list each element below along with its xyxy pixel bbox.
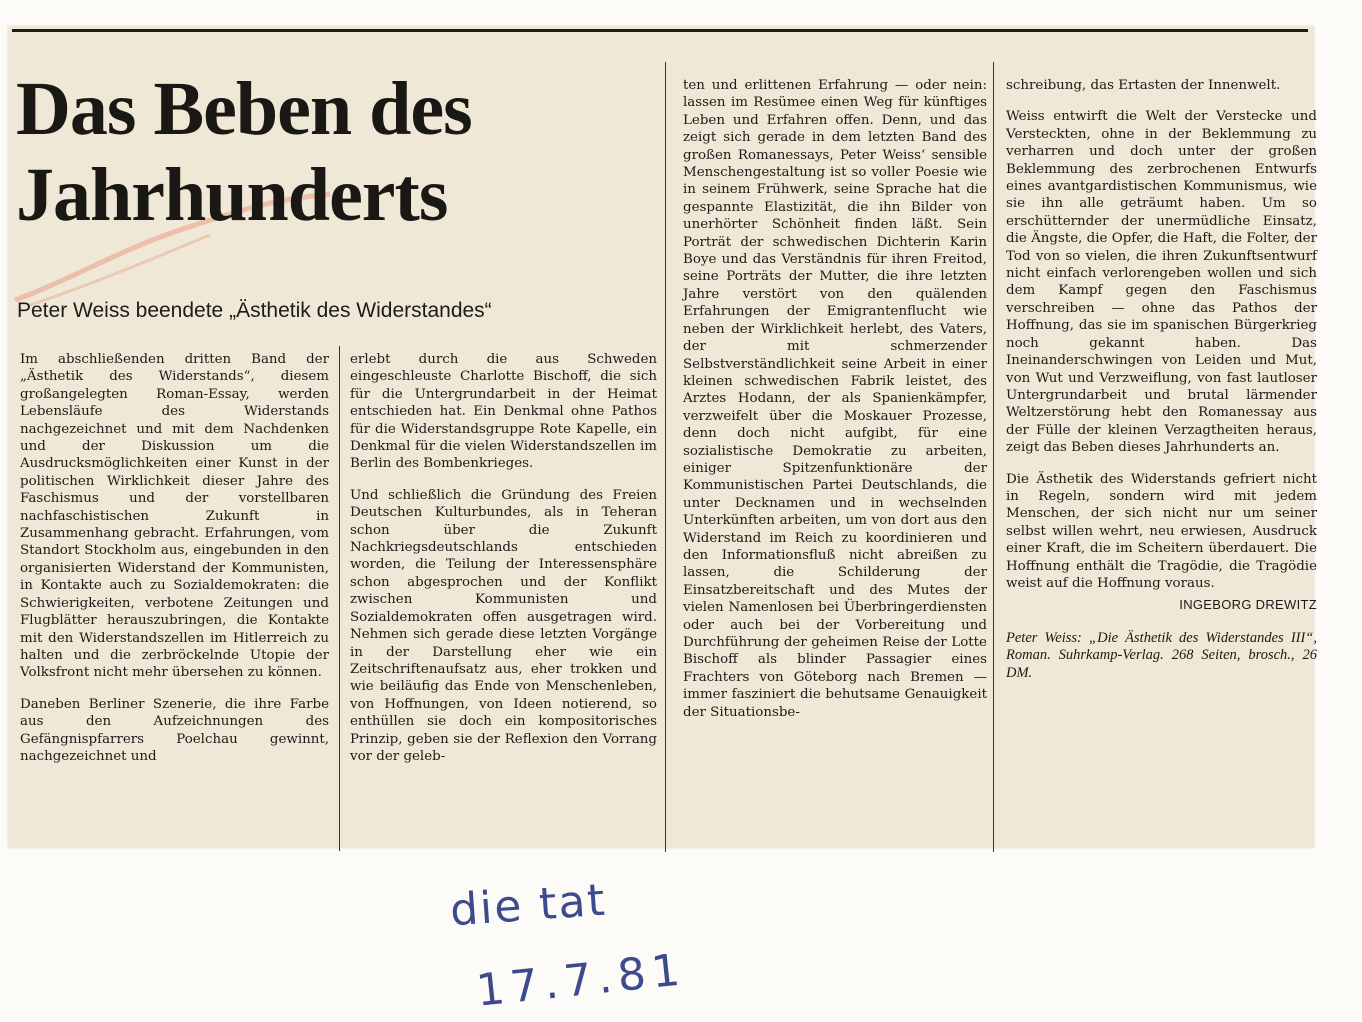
column-rule-1 (339, 346, 340, 851)
paragraph: Daneben Berliner Szenerie, die ihre Farbe aus den Aufzeichnungen des Gefängnispfarrers Poelchau gewinnt, nachgezeichnet und (20, 696, 329, 764)
column-rule-2 (665, 62, 666, 852)
paragraph: schreibung, das Ertasten der Innenwelt. (1006, 78, 1281, 93)
column-rule-3 (993, 62, 994, 852)
paragraph: Die Ästhetik des Widerstands gefriert nicht in Regeln, sondern wird mit jedem Menschen, der sich nicht nur um seiner selbst willen wehrt, neu erwiesen, Ausdruck einer Kraft, die im Scheitern überdauert. Die Hoffnung enthält die Tragödie, die Tragödie weist auf die Hoffnung voraus. (1006, 471, 1317, 591)
handwritten-date: 17.7.81 (473, 944, 689, 1017)
author-byline: INGEBORG DREWITZ (1179, 597, 1317, 613)
subheadline: Peter Weiss beendete „Ästhetik des Widerstandes“ (17, 299, 492, 322)
top-rule (12, 29, 1308, 32)
column-1 (20, 351, 329, 765)
paragraph: Im abschließenden dritten Band der „Ästhetik des Widerstands“, diesem großangelegten Roman-Essay, werden Lebensläufe des Widerstands nachgezeichnet und mit dem Nachdenken und der Diskussion um die Ausdrucksmöglichkeiten einer Kunst in der politischen Wirklichkeit dieser Jahre des Faschismus und der vorstellbaren nachfaschistischen Zukunft in Zusammenhang gebracht. Erfahrungen, vom Standort Stockholm aus, eingebunden in den organisierten Widerstand der Kommunisten, in Kontakte auch zu Sozialdemokraten: die Schwierigkeiten, verbotene Zeitungen und Flugblätter herauszubringen, die Kontakte mit den Widerstandszellen im Hitlerreich zu halten und die zerbröckelnde Utopie der Volksfront nicht mehr übersehen zu können. (20, 352, 329, 681)
column-2 (350, 351, 657, 765)
paragraph: Und schließlich die Gründung des Freien Deutschen Kulturbundes, als in Teheran schon über die Zukunft Nachkriegsdeutschlands entschieden worden, die Teilung der Interessensphäre schon abgesprochen und der Konflikt zwischen Kommunisten und Sozialdemokraten offen ausgetragen wird. Nehmen sich gerade diese letzten Vorgänge in der Darstellung eher wie ein Zeitschriftenaufsatz aus, eher trokken und wie beiläufig das Ende von Menschenleben, von Hoffnungen, von Ideen notierend, so enthüllen sie doch ein kompositorisches Prinzip, geben sie der Reflexion den Vorrang vor der geleb- (350, 487, 657, 764)
headline-line-2: Jahrhunderts (16, 153, 448, 237)
paragraph: Weiss entwirft die Welt der Verstecke und Versteckten, ohne in der Beklemmung zu verharren und doch unter der großen Beklemmung des zerbrochenen Entwurfs eines avantgardistischen Kommunismus, wie sie ihn alle geträumt haben. Um so erschütternder der unermüdliche Einsatz, die Ängste, die Opfer, die Haft, die Folter, der Tod von so vielen, die ihren Zukunftsentwurf nicht einfach verlorengeben wollen und sich dem Kampf gegen den Faschismus verschreiben — ohne das Pathos der Hoffnung, das sie im spanischen Bürgerkrieg noch gekannt haben. Das Ineinanderschwingen von Leiden und Mut, von Wut und Verzweiflung, von fast lautloser Untergrundarbeit und brutal lärmender Weltzerstörung hebt den Romanessay aus der Fülle der kleinen Verzagtheiten heraus, zeigt das Beben dieses Jahrhunderts an. (1006, 109, 1317, 456)
column-3 (683, 77, 987, 721)
paragraph: erlebt durch die aus Schweden eingeschleuste Charlotte Bischoff, die sich für die Untergrundarbeit in der Heimat entschieden hat. Ein Denkmal ohne Pathos für die Widerstandsgruppe Rote Kapelle, ein Denkmal für die vielen Widerstandszellen im Berlin des Bombenkrieges. (350, 352, 657, 472)
paragraph: ten und erlittenen Erfahrung — oder nein: lassen im Resümee einen Weg für künftiges Leben und Erfahren offen. Denn, und das zeigt sich gerade in dem letzten Band des großen Romanessays, Peter Weiss‘ sensible Menschengestaltung ist so voller Poesie wie in seinem Frühwerk, seine Sprache hat die gespannte Elastizität, die ihn Bilder von unerhörter Schönheit finden läßt. Sein Porträt der schwedischen Dichterin Karin Boye und das Verständnis für ihren Freitod, seine Porträts der Mutter, die ihre letzten Jahre verstört von den quälenden Erfahrungen der Emigrantenflucht wie neben der Wirklichkeit herlebt, des Vaters, der mit schmerzender Selbstverständlichkeit seine Arbeit in einer kleinen schwedischen Fabrik leistet, des Arztes Hodann, der als Spanienkämpfer, verzweifelt über die Moskauer Prozesse, denn doch nicht aufgibt, für eine sozialistische Demokratie zu arbeiten, einiger Spitzenfunktionäre der Kommunistischen Partei Deutschlands, die unter Decknamen und in wechselnden Unterkünften arbeiten, um von dort aus den Widerstand im Reich zu koordinieren und den Informationsfluß nicht abreißen zu lassen, die Schilderung der Einsatzbereitschaft und des Mutes der vielen Namenlosen bei Überbringerdiensten oder auch bei der Vorbereitung und Durchführung der geheimen Reise der Lotte Bischoff als blinder Passagier eines Frachters von Göteborg nach Bremen — immer fasziniert die behutsame Genauigkeit der Situationsbe- (683, 78, 987, 720)
headline-line-1: Das Beben des (16, 67, 472, 151)
book-reference: Peter Weiss: „Die Ästhetik des Widerstandes III“, Roman. Suhrkamp-Verlag. 268 Seiten, brosch., 26 DM. (1006, 629, 1317, 681)
headline (16, 66, 656, 238)
column-4 (1006, 77, 1317, 682)
handwritten-publication: die tat (448, 874, 609, 937)
